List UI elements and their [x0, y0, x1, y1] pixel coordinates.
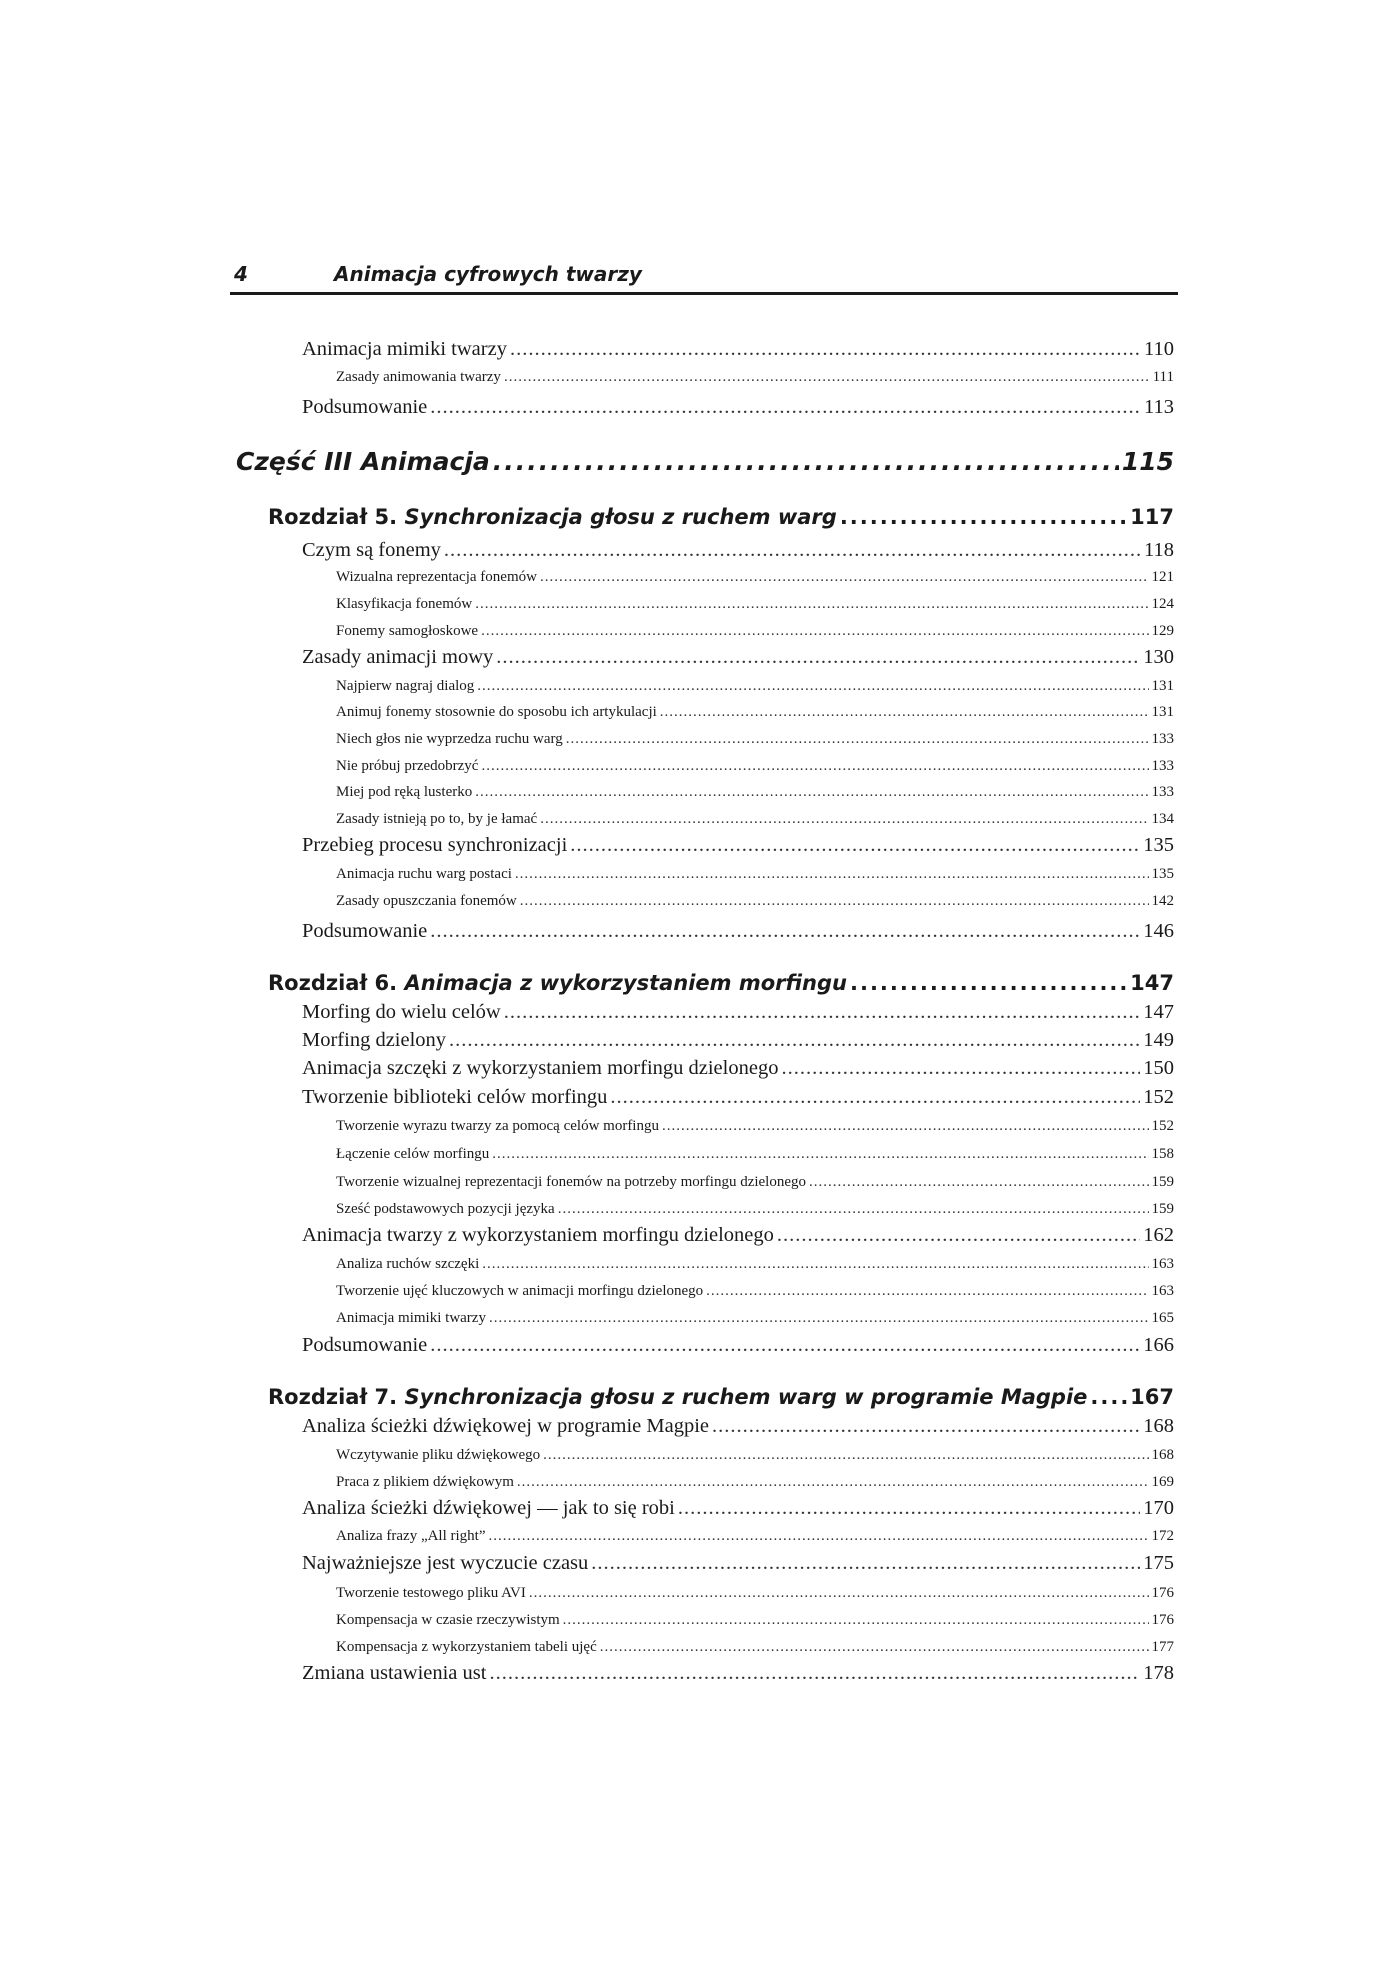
toc-entry-subsection — [336, 1283, 1174, 1300]
toc-entry-section — [302, 1086, 1174, 1109]
toc-entry-title: Animacja mimiki twarzy — [302, 338, 507, 360]
toc-entry-section — [302, 834, 1174, 857]
toc-page-number: 146 — [1143, 920, 1174, 942]
toc-entry-title: Tworzenie biblioteki celów morfingu — [302, 1086, 608, 1108]
dot-leader — [678, 1497, 1140, 1520]
dot-leader — [430, 396, 1141, 419]
toc-page-number: 147 — [1130, 971, 1174, 995]
toc-entry-section — [302, 539, 1174, 562]
toc-entry-title: Podsumowanie — [302, 1334, 428, 1356]
toc-page-number: 113 — [1144, 396, 1174, 418]
toc-entry-section — [302, 338, 1174, 361]
toc-entry-title: Analiza ścieżki dźwiękowej — jak to się robi — [302, 1497, 675, 1519]
toc-page-number: 159 — [1151, 1174, 1174, 1190]
chapter-title: Synchronizacja głosu z ruchem warg w programie Magpie — [404, 1385, 1088, 1409]
dot-leader — [489, 1310, 1149, 1327]
toc-entry-subsection — [336, 623, 1174, 640]
toc-entry-title: Tworzenie testowego pliku AVI — [336, 1585, 526, 1601]
toc-entry-section — [302, 1334, 1174, 1357]
toc-page-number: 177 — [1151, 1639, 1174, 1655]
toc-page-number: 130 — [1143, 646, 1174, 668]
toc-entry-section — [302, 646, 1174, 669]
toc-entry-title: Animacja mimiki twarzy — [336, 1310, 486, 1326]
toc-page-number: 158 — [1151, 1146, 1174, 1162]
toc-page-number: 175 — [1143, 1552, 1174, 1574]
dot-leader — [712, 1415, 1140, 1438]
toc-entry-section — [302, 1029, 1174, 1052]
toc-page-number: 159 — [1151, 1201, 1174, 1217]
toc-entry-subsection — [336, 866, 1174, 883]
toc-page-number: 147 — [1143, 1001, 1174, 1023]
toc-entry-title: Tworzenie ujęć kluczowych w animacji morfingu dzielonego — [336, 1283, 704, 1299]
dot-leader — [520, 893, 1149, 910]
chapter-heading — [268, 1385, 1087, 1409]
dot-leader — [662, 1118, 1149, 1135]
toc-page-number: 176 — [1151, 1612, 1174, 1628]
dot-leader — [481, 623, 1148, 640]
dot-leader — [449, 1029, 1140, 1052]
toc-entry-title: Niech głos nie wyprzedza ruchu warg — [336, 731, 563, 747]
toc-page-number: 133 — [1151, 758, 1174, 774]
toc-entry-subsection — [336, 811, 1174, 828]
toc-entry-title: Analiza ścieżki dźwiękowej w programie Magpie — [302, 1415, 709, 1437]
dot-leader — [493, 447, 1119, 476]
toc-page-number: 110 — [1144, 338, 1174, 360]
toc-entry-title: Fonemy samogłoskowe — [336, 623, 479, 639]
dot-leader — [475, 596, 1148, 613]
toc-page-number: 115 — [1121, 447, 1174, 476]
dot-leader — [482, 1256, 1148, 1273]
toc-entry-subsection — [336, 731, 1174, 748]
dot-leader — [510, 338, 1141, 361]
dot-leader — [570, 834, 1140, 857]
dot-leader — [543, 1447, 1148, 1464]
toc-entry-title: Wizualna reprezentacja fonemów — [336, 569, 537, 585]
dot-leader — [540, 569, 1149, 586]
dot-leader — [809, 1174, 1148, 1191]
toc-entry-section — [302, 920, 1174, 943]
toc-entry-subsection — [336, 1528, 1174, 1545]
dot-leader — [558, 1201, 1149, 1218]
dot-leader — [489, 1528, 1149, 1545]
toc-entry-subsection — [336, 704, 1174, 721]
running-header — [230, 250, 1178, 295]
toc-page-number: 135 — [1143, 834, 1174, 856]
toc-entry-subsection — [336, 1474, 1174, 1491]
chapter-heading — [268, 971, 847, 995]
toc-page-number: 129 — [1151, 623, 1174, 639]
toc-entry-title: Sześć podstawowych pozycji języka — [336, 1201, 555, 1217]
toc-entry-title: Przebieg procesu synchronizacji — [302, 834, 568, 856]
dot-leader — [660, 704, 1149, 721]
toc-entry-title: Zasady animowania twarzy — [336, 369, 501, 385]
toc-entry-title: Morfing do wielu celów — [302, 1001, 501, 1023]
toc-entry-subsection — [336, 1612, 1174, 1629]
toc-page-number: 178 — [1143, 1662, 1174, 1684]
dot-leader — [489, 1662, 1140, 1685]
toc-page-number: 168 — [1151, 1447, 1174, 1463]
toc-entry-title: Klasyfikacja fonemów — [336, 596, 473, 612]
toc-page-number: 150 — [1143, 1057, 1174, 1079]
toc-entry-title: Podsumowanie — [302, 396, 428, 418]
dot-leader — [444, 539, 1141, 562]
toc-entry-title: Miej pod ręką lusterko — [336, 784, 473, 800]
toc-page-number: 121 — [1151, 569, 1174, 585]
dot-leader — [504, 369, 1150, 386]
toc-page-number: 149 — [1143, 1029, 1174, 1051]
toc-page-number: 131 — [1151, 678, 1174, 694]
toc-entry-title: Kompensacja w czasie rzeczywistym — [336, 1612, 560, 1628]
toc-entry-section — [302, 1415, 1174, 1438]
toc-entry-title: Animacja szczęki z wykorzystaniem morfingu dzielonego — [302, 1057, 779, 1079]
dot-leader — [496, 646, 1140, 669]
toc-entry-chapter — [268, 1385, 1174, 1409]
toc-entry-subsection — [336, 1310, 1174, 1327]
toc-entry-subsection — [336, 678, 1174, 695]
toc-entry-part — [236, 447, 1174, 476]
toc-entry-chapter — [268, 971, 1174, 995]
chapter-label: Rozdział 6. — [268, 971, 398, 995]
toc-entry-subsection — [336, 1639, 1174, 1656]
toc-page-number: 163 — [1151, 1283, 1174, 1299]
toc-page-number: 168 — [1143, 1415, 1174, 1437]
dot-leader — [566, 731, 1149, 748]
toc-entry-title: Łączenie celów morfingu — [336, 1146, 490, 1162]
dot-leader — [781, 1057, 1140, 1080]
toc-entry-title: Animuj fonemy stosownie do sposobu ich artykulacji — [336, 704, 657, 720]
toc-entry-subsection — [336, 1585, 1174, 1602]
toc-page-number: 124 — [1151, 596, 1174, 612]
chapter-title: Animacja z wykorzystaniem morfingu — [404, 971, 847, 995]
dot-leader — [515, 866, 1149, 883]
dot-leader — [1090, 1385, 1127, 1409]
dot-leader — [777, 1224, 1140, 1247]
toc-page-number: 167 — [1130, 1385, 1174, 1409]
toc-entry-subsection — [336, 784, 1174, 801]
dot-leader — [504, 1001, 1141, 1024]
dot-leader — [492, 1146, 1148, 1163]
toc-entry-section — [302, 1224, 1174, 1247]
toc-entry-section — [302, 1001, 1174, 1024]
toc-entry-title: Czym są fonemy — [302, 539, 441, 561]
toc-entry-title: Nie próbuj przedobrzyć — [336, 758, 479, 774]
dot-leader — [610, 1086, 1140, 1109]
dot-leader — [475, 784, 1148, 801]
toc-entry-section — [302, 1662, 1174, 1685]
toc-page-number: 172 — [1151, 1528, 1174, 1544]
toc-entry-title: Analiza frazy „All right” — [336, 1528, 486, 1544]
chapter-title: Synchronizacja głosu z ruchem warg — [404, 505, 837, 529]
dot-leader — [850, 971, 1127, 995]
toc-page-number: 163 — [1151, 1256, 1174, 1272]
toc-page-number: 152 — [1151, 1118, 1174, 1134]
toc-entry-subsection — [336, 596, 1174, 613]
toc-entry-subsection — [336, 1447, 1174, 1464]
toc-entry-title: Tworzenie wyrazu twarzy za pomocą celów morfingu — [336, 1118, 659, 1134]
toc-entry-title: Zasady istnieją po to, by je łamać — [336, 811, 538, 827]
toc-entry-title: Zasady animacji mowy — [302, 646, 494, 668]
toc-page-number: 131 — [1151, 704, 1174, 720]
dot-leader — [481, 758, 1148, 775]
dot-leader — [840, 505, 1127, 529]
toc-entry-title: Podsumowanie — [302, 920, 428, 942]
toc-page-number: 117 — [1130, 505, 1174, 529]
toc-entry-title: Animacja ruchu warg postaci — [336, 866, 512, 882]
toc-entry-title: Tworzenie wizualnej reprezentacji fonemów na potrzeby morfingu dzielonego — [336, 1174, 807, 1190]
chapter-heading — [268, 505, 837, 529]
toc-entry-subsection — [336, 758, 1174, 775]
running-title: Animacja cyfrowych twarzy — [334, 262, 642, 286]
dot-leader — [529, 1585, 1149, 1602]
toc-entry-title: Morfing dzielony — [302, 1029, 447, 1051]
toc-entry-subsection — [336, 569, 1174, 586]
dot-leader — [477, 678, 1148, 695]
toc-entry-subsection — [336, 893, 1174, 910]
toc-page-number: 133 — [1151, 731, 1174, 747]
dot-leader — [706, 1283, 1148, 1300]
toc-page-number: 111 — [1152, 369, 1174, 385]
toc-entry-title: Praca z plikiem dźwiękowym — [336, 1474, 514, 1490]
toc-entry-title: Kompensacja z wykorzystaniem tabeli ujęć — [336, 1639, 597, 1655]
toc-entry-title: Wczytywanie pliku dźwiękowego — [336, 1447, 541, 1463]
dot-leader — [430, 1334, 1140, 1357]
toc-page-number: 165 — [1151, 1310, 1174, 1326]
toc-entry-title: Zmiana ustawienia ust — [302, 1662, 487, 1684]
toc-entry-title: Zasady opuszczania fonemów — [336, 893, 517, 909]
toc-page-number: 133 — [1151, 784, 1174, 800]
toc-entry-subsection — [336, 1256, 1174, 1273]
toc-entry-title: Analiza ruchów szczęki — [336, 1256, 480, 1272]
chapter-label: Rozdział 5. — [268, 505, 398, 529]
toc-entry-section — [302, 1497, 1174, 1520]
toc-page-number: 166 — [1143, 1334, 1174, 1356]
chapter-label: Rozdział 7. — [268, 1385, 398, 1409]
page-number: 4 — [234, 262, 248, 286]
dot-leader — [591, 1552, 1140, 1575]
dot-leader — [600, 1639, 1149, 1656]
toc-entry-subsection — [336, 1174, 1174, 1191]
toc-entry-section — [302, 1552, 1174, 1575]
toc-entry-chapter — [268, 505, 1174, 529]
dot-leader — [540, 811, 1148, 828]
toc-entry-subsection — [336, 369, 1174, 386]
toc-page-number: 162 — [1143, 1224, 1174, 1246]
dot-leader — [430, 920, 1140, 943]
toc-page-number: 135 — [1151, 866, 1174, 882]
toc-page-number: 176 — [1151, 1585, 1174, 1601]
toc-entry-title: Animacja twarzy z wykorzystaniem morfingu dzielonego — [302, 1224, 774, 1246]
dot-leader — [517, 1474, 1149, 1491]
toc-entry-subsection — [336, 1118, 1174, 1135]
toc-entry-title: Najważniejsze jest wyczucie czasu — [302, 1552, 589, 1574]
toc-page-number: 134 — [1151, 811, 1174, 827]
toc-entry-title: Część III Animacja — [236, 447, 490, 476]
toc-entry-title: Najpierw nagraj dialog — [336, 678, 475, 694]
toc-entry-subsection — [336, 1201, 1174, 1218]
toc-entry-subsection — [336, 1146, 1174, 1163]
toc-entry-section — [302, 396, 1174, 419]
toc-page-number: 152 — [1143, 1086, 1174, 1108]
toc-page-number: 170 — [1143, 1497, 1174, 1519]
toc-entry-section — [302, 1057, 1174, 1080]
toc-page-number: 142 — [1151, 893, 1174, 909]
dot-leader — [563, 1612, 1149, 1629]
toc-page-number: 118 — [1144, 539, 1174, 561]
toc-page-number: 169 — [1151, 1474, 1174, 1490]
